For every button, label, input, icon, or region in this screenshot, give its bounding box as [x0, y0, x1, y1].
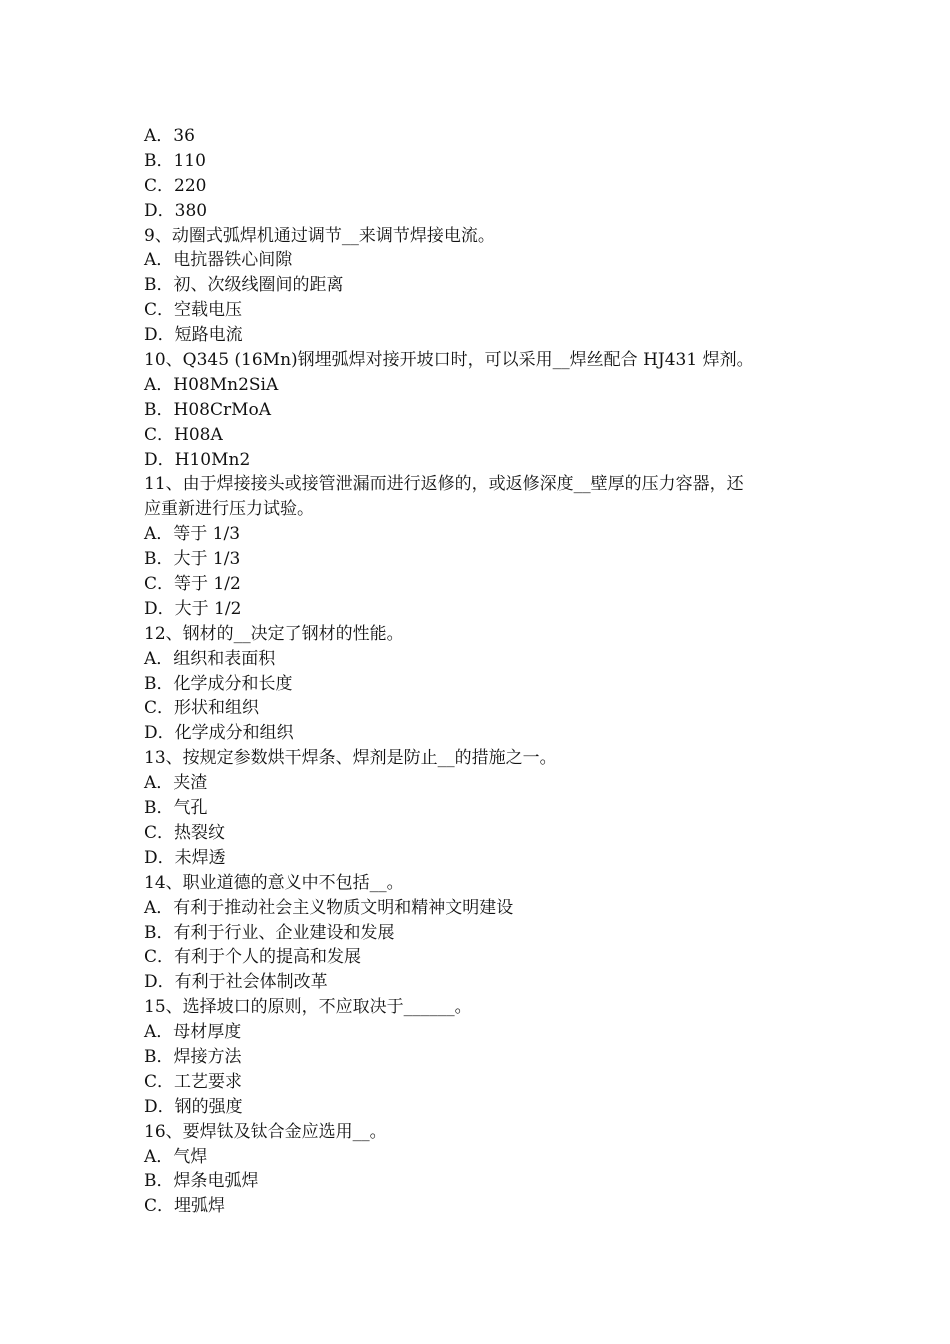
option-b: B．初、次级线圈间的距离: [144, 275, 344, 296]
question-9: 9、动圈式弧焊机通过调节__来调节焊接电流。: [144, 225, 495, 246]
option-a: A．母材厚度: [144, 1022, 242, 1043]
option-c: C．有利于个人的提高和发展: [144, 947, 362, 968]
question-13: 13、按规定参数烘干焊条、焊剂是防止__的措施之一。: [144, 748, 557, 769]
question-12: 12、钢材的__决定了钢材的性能。: [144, 623, 404, 644]
question-16: 16、要焊钛及钛合金应选用__。: [144, 1121, 387, 1142]
option-c: C．热裂纹: [144, 822, 226, 843]
option-d: D．大于 1/2: [144, 598, 242, 619]
option-c: C．H08A: [144, 424, 223, 445]
option-c: C．形状和组织: [144, 698, 260, 719]
question-10: 10、Q345 (16Mn)钢埋弧焊对接开坡口时，可以采用__焊丝配合 HJ431 焊剂。: [144, 350, 754, 371]
option-a: A．电抗器铁心间隙: [144, 250, 293, 271]
option-b: B．大于 1/3: [144, 549, 241, 570]
option-d: D．有利于社会体制改革: [144, 972, 328, 993]
option-b: B．气孔: [144, 798, 208, 819]
option-b: B．有利于行业、企业建设和发展: [144, 922, 395, 943]
question-list: [144, 124, 824, 1219]
question-11-line-2: 应重新进行压力试验。: [144, 499, 314, 520]
option-c: C．空载电压: [144, 300, 243, 321]
option-a: A．组织和表面积: [144, 648, 276, 669]
option-b: B．焊条电弧焊: [144, 1171, 259, 1192]
option-d: D．380: [144, 200, 208, 221]
option-d: D．化学成分和组织: [144, 723, 294, 744]
option-a: A．等于 1/3: [144, 524, 241, 545]
option-a: A．36: [144, 126, 195, 146]
option-d: D．H10Mn2: [144, 449, 251, 470]
option-b: B．H08CrMoA: [144, 399, 272, 420]
option-d: D．短路电流: [144, 325, 243, 346]
option-d: D．未焊透: [144, 847, 226, 868]
option-b: B．110: [144, 150, 206, 171]
option-b: B．化学成分和长度: [144, 673, 293, 694]
option-a: A．有利于推动社会主义物质文明和精神文明建设: [144, 897, 514, 918]
question-14: 14、职业道德的意义中不包括__。: [144, 872, 404, 893]
option-c: C．工艺要求: [144, 1071, 243, 1092]
question-15: 15、选择坡口的原则，不应取决于______。: [144, 997, 472, 1018]
option-a: A．H08Mn2SiA: [144, 374, 279, 395]
option-c: C．220: [144, 175, 207, 196]
option-b: B．焊接方法: [144, 1046, 242, 1067]
option-a: A．夹渣: [144, 773, 208, 794]
option-a: A．气焊: [144, 1146, 208, 1167]
question-11-line-1: 11、由于焊接接头或接管泄漏而进行返修的，或返修深度__壁厚的压力容器，还: [144, 474, 744, 495]
option-c: C．埋弧焊: [144, 1196, 226, 1217]
option-d: D．钢的强度: [144, 1096, 243, 1117]
option-c: C．等于 1/2: [144, 574, 241, 595]
